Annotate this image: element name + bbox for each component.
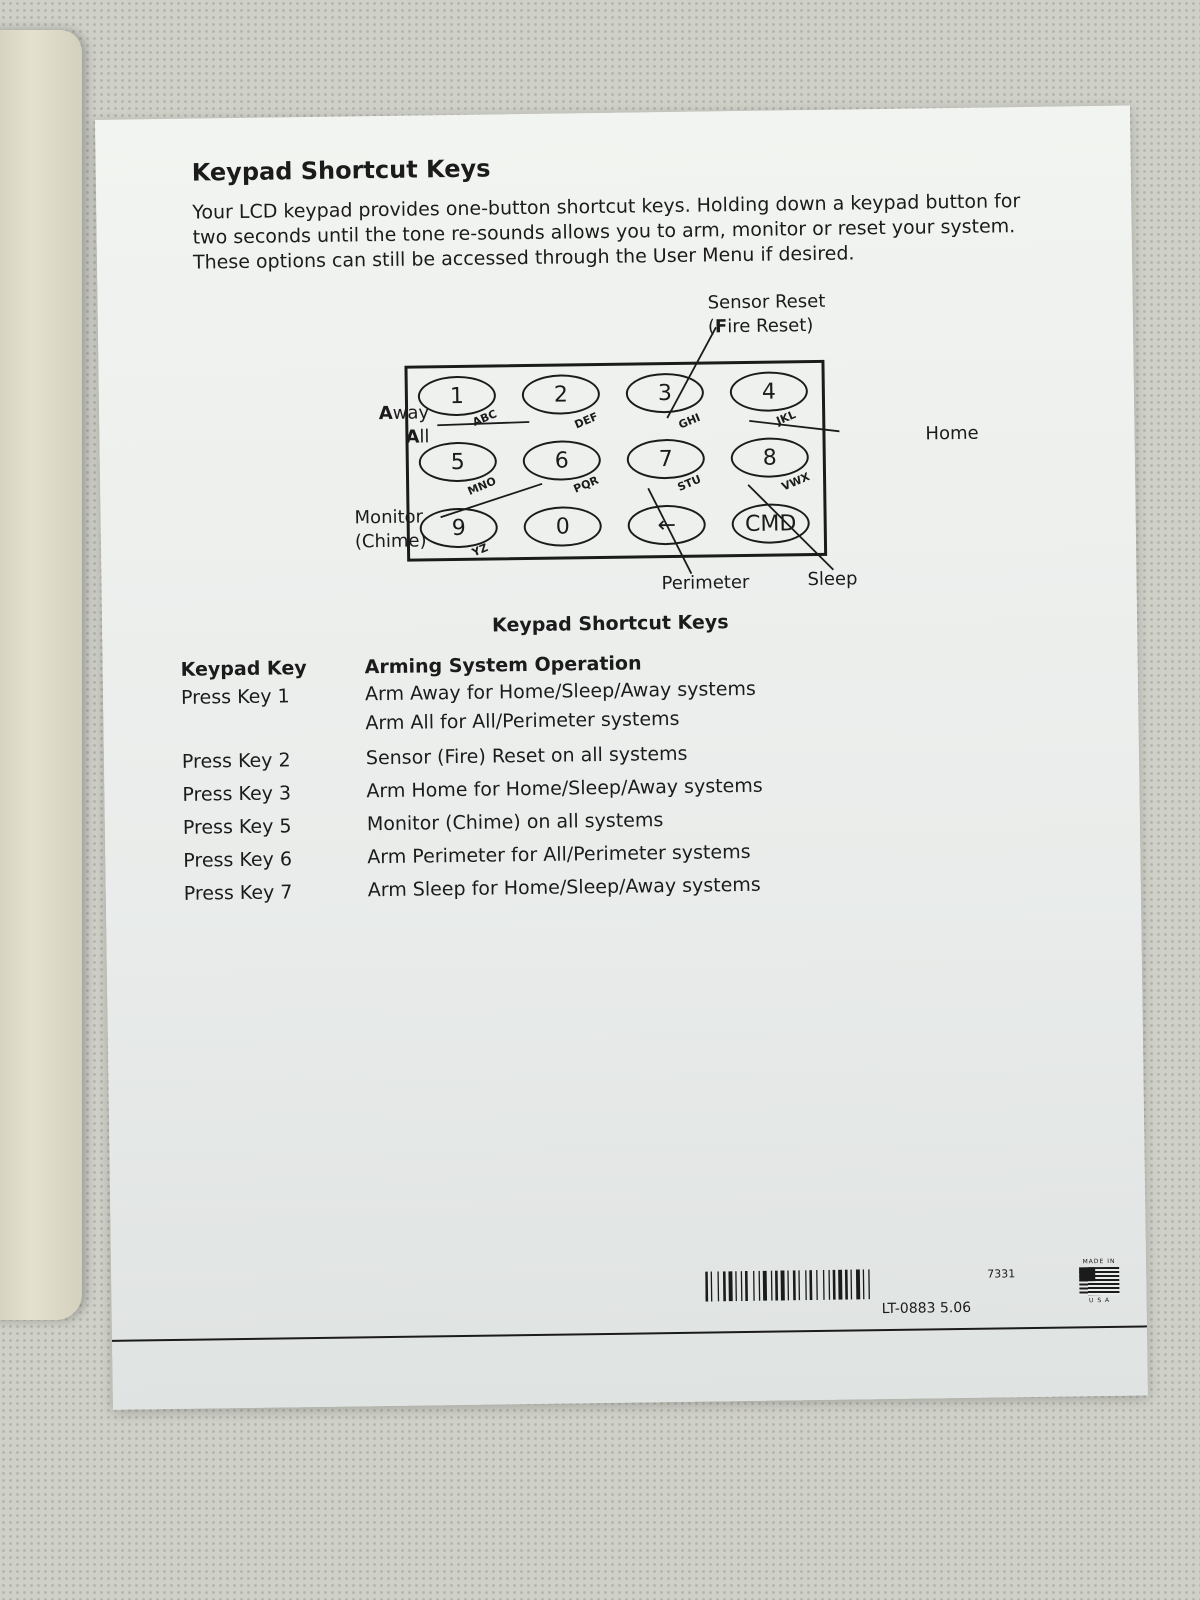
operations-table	[180, 648, 981, 905]
row-desc: Arm Away for Home/Sleep/Away systems	[364, 677, 757, 706]
row-desc: Arm Perimeter for All/Perimeter systems	[367, 840, 751, 869]
key-2: 2	[522, 374, 601, 415]
key-3: 3	[626, 373, 705, 414]
row-key: Press Key 5	[182, 815, 292, 839]
key-1-letters: ABC	[470, 407, 499, 429]
key-4: 4	[730, 371, 809, 412]
row-key: Press Key 2	[181, 749, 291, 773]
row-key: Press Key 6	[183, 848, 293, 872]
key-9: 9	[419, 507, 498, 548]
key-4-letters: JKL	[774, 408, 798, 428]
key-0: 0	[523, 506, 602, 547]
column-header-key: Keypad Key	[180, 657, 307, 681]
label-monitor-chime: Monitor (Chime)	[354, 506, 427, 553]
footer-rule	[112, 1325, 1147, 1341]
key-backspace	[627, 505, 706, 546]
intro-paragraph: Your LCD keypad provides one-button shortcut keys. Holding down a keypad button for two seconds until the tone re-sounds allows you to arm, monitor or reset your system. These options can still be accessed through the User Menu if desired.	[192, 190, 1021, 274]
label-sensor-reset: Sensor Reset (Fire Reset)	[707, 290, 826, 338]
arrow-left-icon: ←	[657, 512, 677, 538]
key-1: 1	[418, 375, 497, 416]
label-perimeter: Perimeter	[661, 571, 750, 595]
barcode-number: 7331	[987, 1267, 1016, 1281]
key-6-letters: PQR	[571, 473, 601, 496]
key-5-letters: MNO	[465, 474, 499, 498]
key-6: 6	[523, 440, 602, 481]
barcode-icon	[705, 1268, 983, 1302]
row-key: Press Key 3	[182, 782, 292, 806]
made-in-usa-flag-icon: MADE IN U S A	[1079, 1258, 1120, 1307]
row-desc: Monitor (Chime) on all systems	[366, 809, 664, 836]
key-9-letters: YZ	[470, 541, 490, 560]
row-desc: Arm Sleep for Home/Sleep/Away systems	[367, 873, 761, 902]
label-home: Home	[925, 422, 979, 445]
key-cmd: CMD	[731, 503, 810, 544]
key-8-letters: VWX	[779, 470, 812, 494]
key-8: 8	[731, 437, 810, 478]
row-desc: Arm All for All/Perimeter systems	[365, 707, 680, 735]
keypad-diagram	[278, 290, 979, 638]
key-3-letters: GHI	[676, 410, 703, 432]
row-desc: Sensor (Fire) Reset on all systems	[365, 742, 688, 770]
column-header-operation: Arming System Operation	[364, 652, 642, 679]
diagram-caption: Keypad Shortcut Keys	[491, 611, 729, 637]
row-desc: Arm Home for Home/Sleep/Away systems	[366, 774, 763, 803]
key-7: 7	[627, 439, 706, 480]
row-key: Press Key 7	[183, 881, 293, 905]
document-page	[95, 106, 1148, 1410]
row-key: Press Key 1	[180, 685, 290, 709]
label-away-all: Away All	[378, 402, 430, 448]
page-title: Keypad Shortcut Keys	[191, 154, 491, 187]
key-5: 5	[419, 441, 498, 482]
key-7-letters: STU	[675, 472, 704, 494]
key-2-letters: DEF	[572, 409, 600, 432]
binder-edge	[0, 30, 82, 1320]
label-sleep: Sleep	[807, 568, 858, 591]
document-code: LT-0883 5.06	[881, 1299, 972, 1318]
